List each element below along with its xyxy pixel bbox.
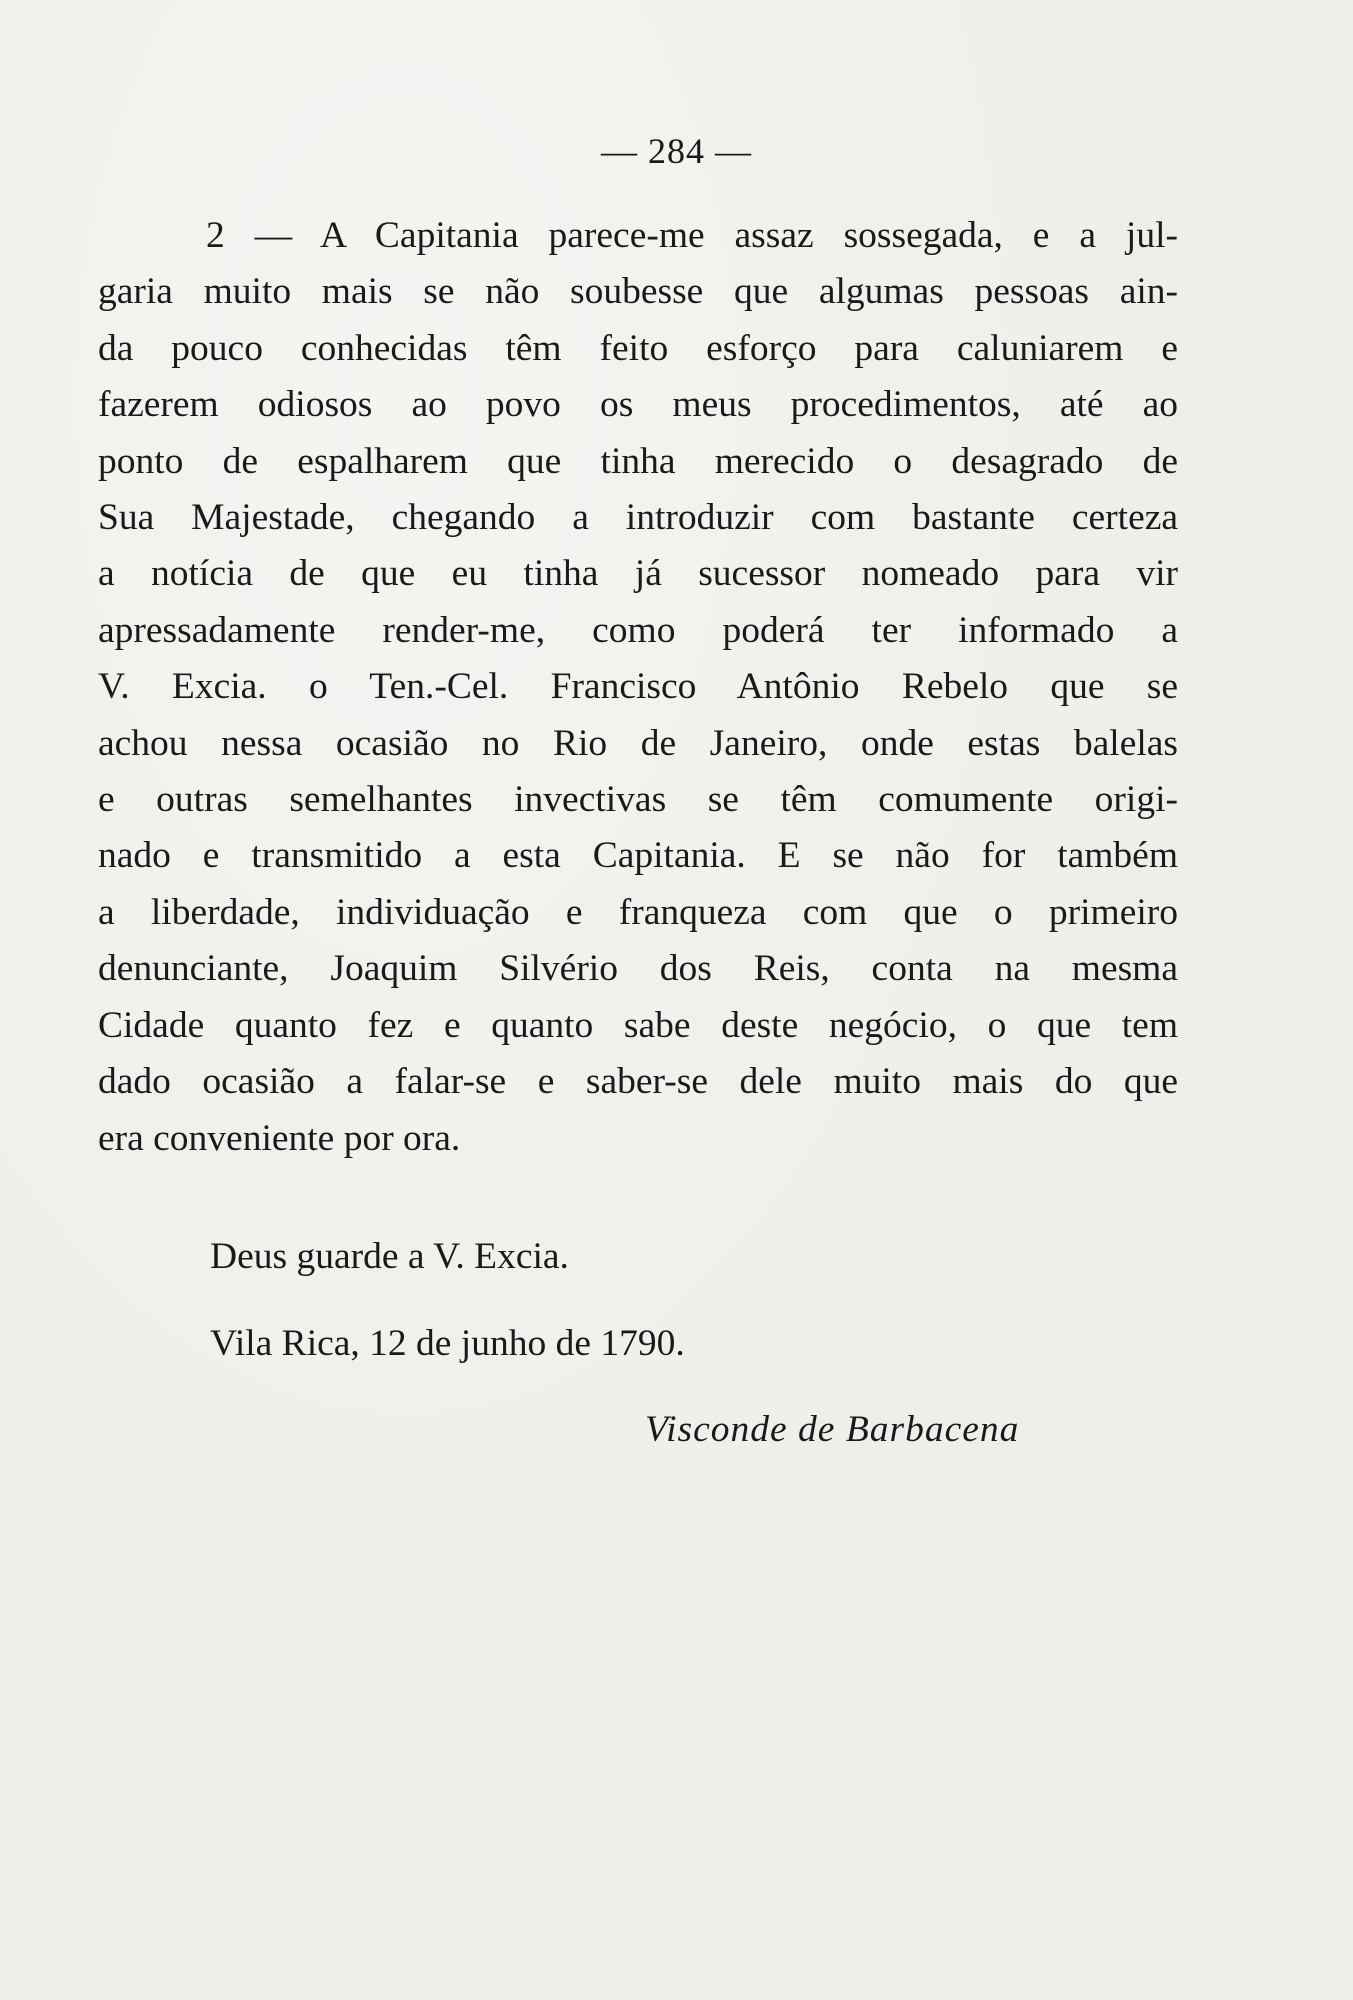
text-line: era conveniente por ora.: [98, 1117, 461, 1159]
text-line: denunciante, Joaquim Silvério dos Reis, conta na mesma: [98, 948, 1178, 990]
text-line: ponto de espalharem que tinha merecido o desagrado de: [98, 440, 1178, 482]
text-line: fazerem odiosos ao povo os meus procedimentos, até ao: [98, 384, 1178, 426]
closing-greeting: Deus guarde a V. Excia.: [210, 1236, 569, 1277]
text-line: da pouco conhecidas têm feito esforço para caluniarem e: [98, 327, 1178, 369]
letter-paragraph: [98, 208, 1178, 1167]
letter-body: [98, 208, 1178, 1167]
text-line: V. Excia. o Ten.-Cel. Francisco Antônio Rebelo que se: [98, 666, 1178, 708]
text-line: nado e transmitido a esta Capitania. E se não for também: [98, 835, 1178, 877]
text-line: Sua Majestade, chegando a introduzir com bastante certeza: [98, 497, 1178, 539]
text-line: a liberdade, individuação e franqueza com que o primeiro: [98, 891, 1178, 933]
text-line: Cidade quanto fez e quanto sabe deste negócio, o que tem: [98, 1004, 1178, 1046]
page-number: — 284 —: [601, 131, 752, 171]
text-line: achou nessa ocasião no Rio de Janeiro, onde estas balelas: [98, 722, 1178, 764]
signature: Visconde de Barbacena: [645, 1409, 1020, 1450]
text-line: garia muito mais se não soubesse que algumas pessoas ain-: [98, 271, 1178, 313]
text-line: dado ocasião a falar-se e saber-se dele muito mais do que: [98, 1061, 1178, 1103]
text-line: apressadamente render-me, como poderá ter informado a: [98, 609, 1178, 651]
letter-date: Vila Rica, 12 de junho de 1790.: [210, 1323, 685, 1364]
text-line: a notícia de que eu tinha já sucessor nomeado para vir: [98, 553, 1178, 595]
text-line: 2 — A Capitania parece-me assaz sossegada, e a jul-: [206, 215, 1178, 256]
text-line: e outras semelhantes invectivas se têm comumente origi-: [98, 779, 1178, 821]
